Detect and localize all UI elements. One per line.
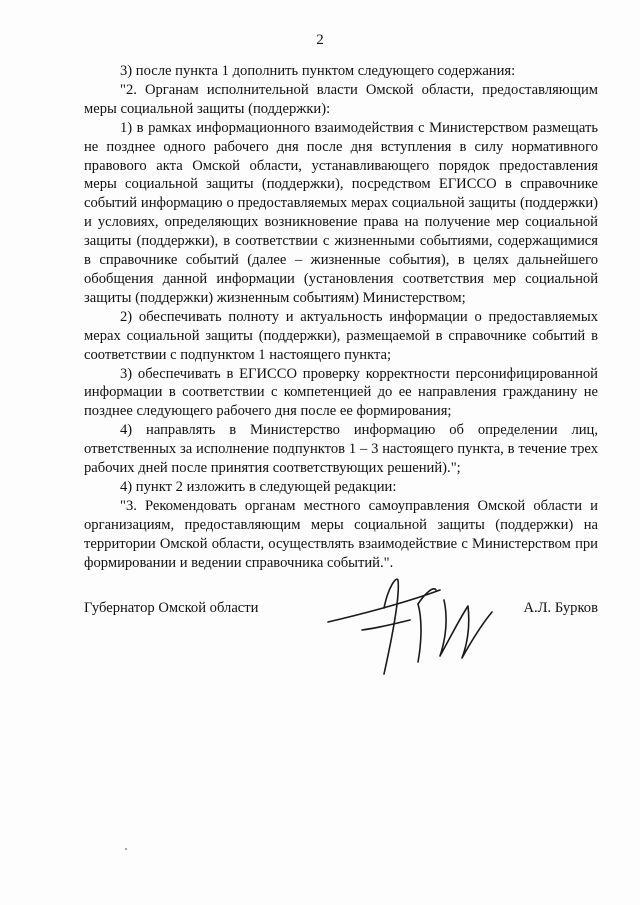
paragraph-subpoint-1: 1) в рамках информационного взаимодействия с Министерством размещать не позднее одного рабочего дня после дня вступления в силу нормативного правового акта Омской области, устанавливающего порядок предоставления меры социальной защиты (поддержки), посредством ЕГИССО в справочнике событий информацию о предоставляемых мерах социальной защиты (поддержки) и условиях, определяющих возникновение права на получение мер социальной защиты (поддержки), в соответствии с жизненными событиями, содержащимися в справочнике событий (далее – жизненные события), в целях дальнейшего обобщения данной информации (установления соответствия мер социальной защиты (поддержки) жизненным событиям) Министерством; bbox=[84, 119, 598, 306]
signatory-title: Губернатор Омской области bbox=[84, 600, 259, 616]
paragraph-item-4: 4) пункт 2 изложить в следующей редакции: bbox=[120, 478, 397, 495]
page-number: 2 bbox=[316, 32, 324, 48]
paragraph-point-3: "3. Рекомендовать органам местного самоуправления Омской области и организациям, предоставляющим меры социальной защиты (поддержки) на территории Омской области, осуществлять взаимодействие с Министерством при формировании и ведении справочника событий.". bbox=[84, 497, 598, 571]
paragraph-point-2-intro: "2. Органам исполнительной власти Омской области, предоставляющим меры социальной защиты (поддержки): bbox=[84, 81, 598, 117]
paragraph-subpoint-3: 3) обеспечивать в ЕГИССО проверку корректности персонифицированной информации в соответствии с компетенцией до ее направления гражданину не позднее следующего рабочего дня после ее формирования; bbox=[84, 365, 598, 420]
signature-block bbox=[84, 596, 598, 686]
scan-speck bbox=[125, 848, 127, 850]
paragraph-subpoint-2: 2) обеспечивать полноту и актуальность информации о предоставляемых мерах социальной защиты (поддержки), размещаемой в справочнике событий в соответствии с подпунктом 1 настоящего пункта; bbox=[84, 308, 598, 363]
paragraph-subpoint-4: 4) направлять в Министерство информацию об определении лиц, ответственных за исполнение подпунктов 1 – 3 настоящего пункта, в течение трех рабочих дней после принятия соответствующих решений)."; bbox=[84, 422, 598, 477]
paragraph-item-3: 3) после пункта 1 дополнить пунктом следующего содержания: bbox=[120, 63, 516, 79]
handwritten-signature-icon bbox=[322, 578, 512, 688]
signatory-name: А.Л. Бурков bbox=[523, 600, 598, 616]
document-body bbox=[84, 62, 598, 572]
